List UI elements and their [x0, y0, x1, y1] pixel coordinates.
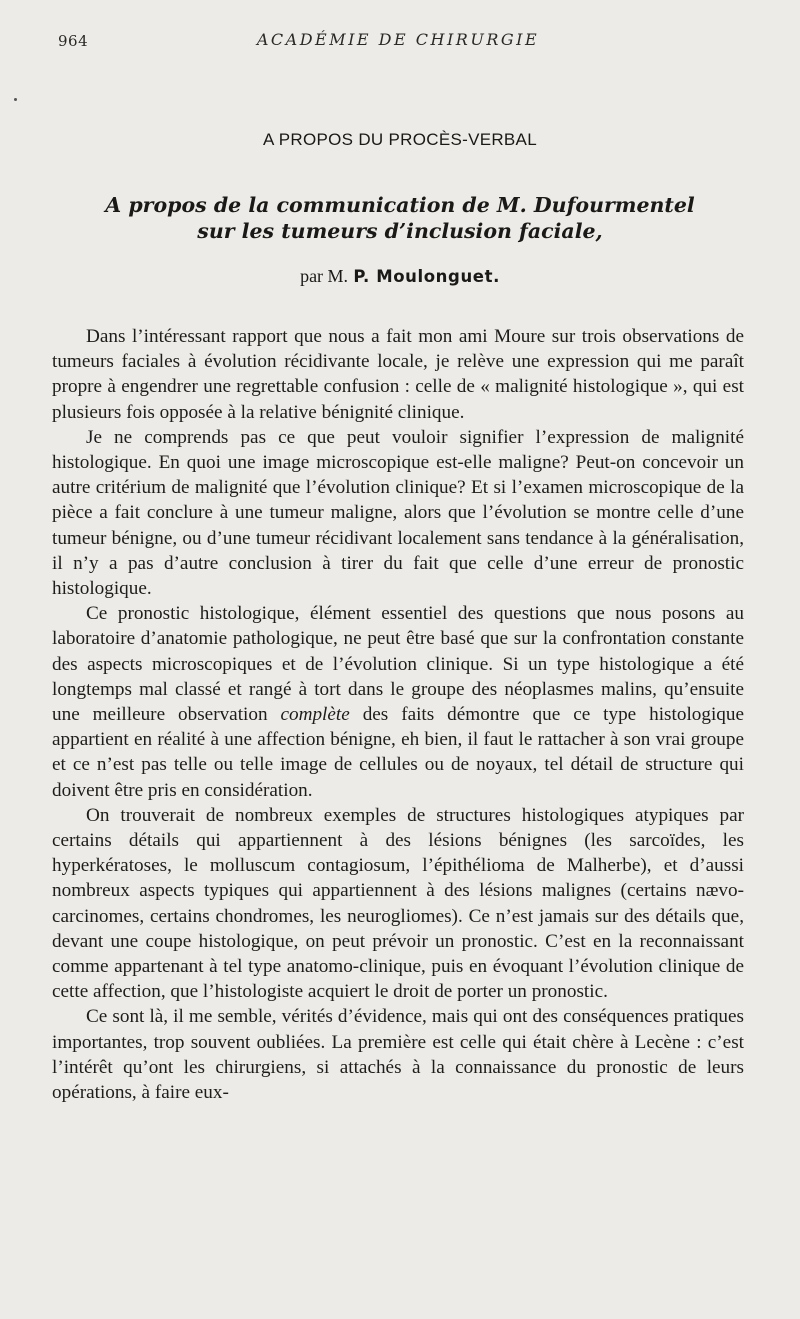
article-body — [52, 324, 744, 1105]
paragraph-3-part-2: des faits démontre que ce type histologique appartient en réalité à une affection bénigne, eh bien, il faut le rattacher à son vrai groupe et ce n’est pas telle ou telle image de cellules ou de noyaux, tel détail de structure qui doivent être pris en considération. — [52, 704, 744, 801]
emphasized-word: complète — [280, 704, 350, 726]
byline-prefix: par M. — [300, 266, 349, 286]
section-heading: A PROPOS DU PROCÈS-VERBAL — [263, 130, 537, 149]
paragraph-2: Je ne comprends pas ce que peut vouloir signifier l’expression de malignité histologique. En quoi une image microscopique est-elle maligne? Peut-on concevoir un autre critérium de malignité que l’évolution clinique? Et si l’examen microscopique de la pièce a fait conclure à une tumeur maligne, alors que l’évolution se montre celle d’une tumeur bénigne, ou d’une tumeur récidivant localement sans tendance à la généralisation, il n’y a pas d’autre conclusion à tirer du fait que celle d’une erreur de pronostic histologique. — [52, 426, 744, 600]
byline — [0, 266, 800, 287]
paragraph-1: Dans l’intéressant rapport que nous a fait mon ami Moure sur trois observations de tumeurs faciales à évolution récidivante locale, je relève une expression qui me paraît propre à engendrer une regrettable confusion : celle de « malignité histologique », qui est plusieurs fois opposée à la relative bénignité clinique. — [52, 326, 744, 423]
page-number: 964 — [58, 32, 89, 50]
article-title — [0, 192, 800, 244]
journal-title: ACADÉMIE DE CHIRURGIE — [256, 30, 540, 49]
paragraph-5: Ce sont là, il me semble, vérités d’évidence, mais qui ont des conséquences pratiques importantes, trop souvent oubliées. La première est celle qui était chère à Lecène : c’est l’intérêt qu’ont les chirurgiens, si attachés à la connaissance du pronostic de leurs opérations, à faire eux- — [52, 1006, 744, 1104]
paragraph-3-part-1: Ce pronostic histologique, élément essentiel des questions que nous posons au laboratoire d’anatomie pathologique, ne peut être basé que sur la confrontation constante des aspects microscopiques et de l’évolution clinique. Si un type histologique a été longtemps mal classé et rangé à tort dans le groupe des néoplasmes malins, qu’ensuite une meilleure observation — [52, 603, 744, 726]
paragraph-4: On trouverait de nombreux exemples de structures histologiques atypiques par certains détails qui appartiennent à des lésions bénignes (les sarcoïdes, les hyperkératoses, le molluscum contagiosum, l’épithélioma de Malherbe), et d’aussi nombreux aspects typiques qui appartiennent à des lésions malignes (certains nævo-carcinomes, certains chondromes, les neurogliomes). Ce n’est jamais sur des détails que, devant une coupe histologique, on peut prévoir un pronostic. C’est en la reconnaissant comme appartenant à tel type anatomo-clinique, puis en évoquant l’évolution clinique de cette affection, que l’histologiste acquiert le droit de porter un pronostic. — [52, 804, 744, 1003]
print-speck — [14, 98, 17, 101]
article-title-line-1: A propos de la communication de M. Dufourmentel — [105, 193, 695, 217]
paragraph-3 — [52, 601, 744, 803]
article-title-line-2: sur les tumeurs d’inclusion faciale, — [197, 219, 603, 243]
running-head — [52, 30, 744, 54]
author-name: P. Moulonguet. — [353, 267, 500, 286]
